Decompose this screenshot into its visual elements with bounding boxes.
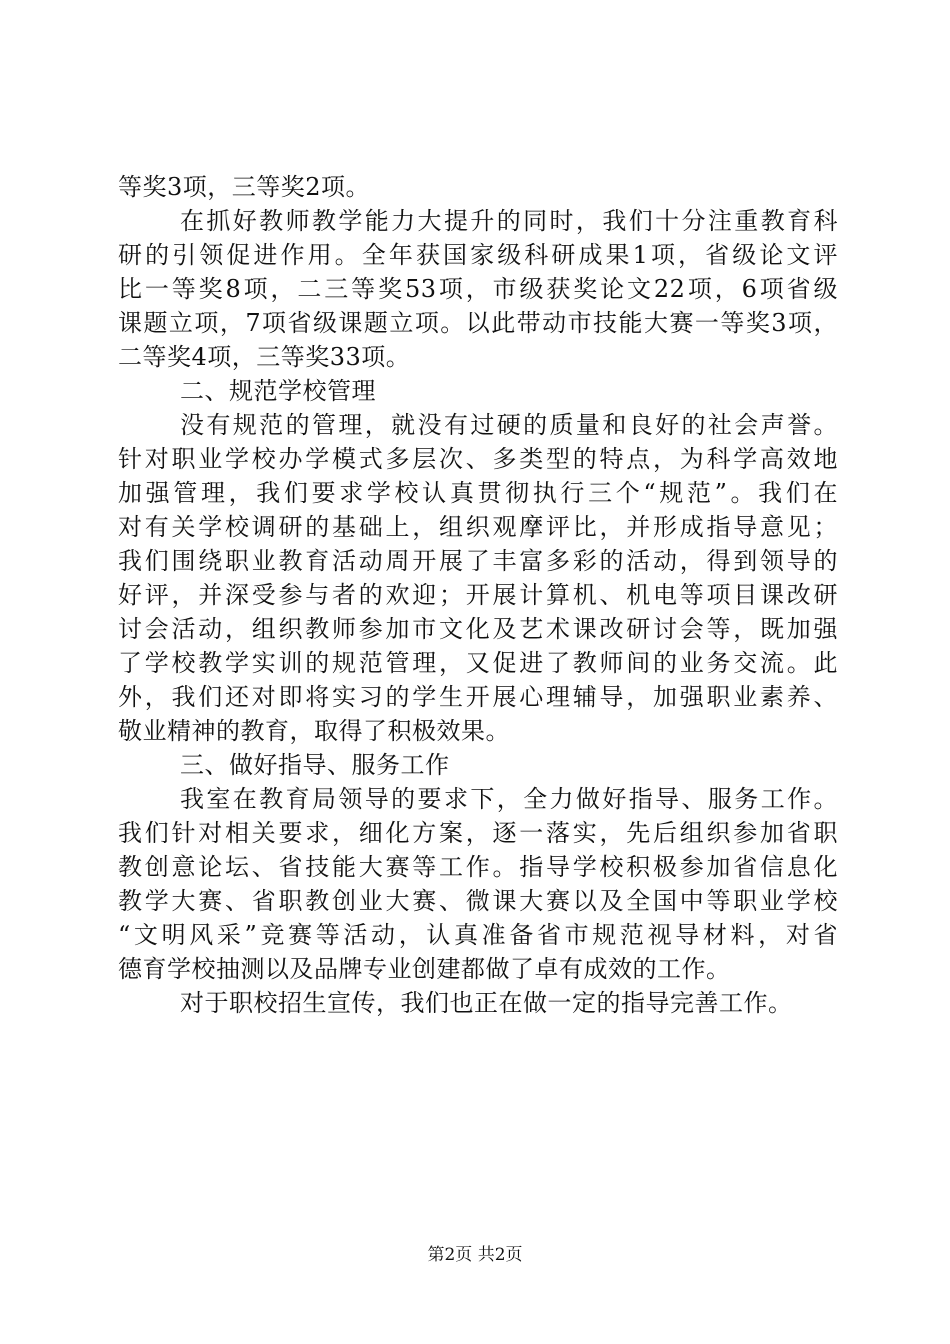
text-line: 我们围绕职业教育活动周开展了丰富多彩的活动，得到领导的 bbox=[118, 547, 838, 575]
paragraph bbox=[118, 170, 838, 204]
text-line: “文明风采”竞赛等活动，认真准备省市规范视导材料，对省 bbox=[118, 921, 838, 949]
text-line: 比一等奖8项，二三等奖53项，市级获奖论文22项，6项省级 bbox=[118, 275, 838, 303]
paragraph bbox=[118, 782, 838, 986]
text-line: 在抓好教师教学能力大提升的同时，我们十分注重教育科 bbox=[180, 207, 838, 235]
text-line: 二、规范学校管理 bbox=[180, 377, 376, 405]
text-line: 我室在教育局领导的要求下，全力做好指导、服务工作。 bbox=[180, 785, 838, 813]
paragraph bbox=[118, 986, 838, 1020]
text-line: 研的引领促进作用。全年获国家级科研成果1项，省级论文评 bbox=[118, 241, 838, 269]
text-line: 教学大赛、省职教创业大赛、微课大赛以及全国中等职业学校 bbox=[118, 887, 838, 915]
section-heading bbox=[118, 374, 838, 408]
text-line: 外，我们还对即将实习的学生开展心理辅导，加强职业素养、 bbox=[118, 683, 838, 711]
paragraph bbox=[118, 204, 838, 374]
paragraph bbox=[118, 408, 838, 748]
text-line: 等奖3项，三等奖2项。 bbox=[118, 173, 371, 201]
page-footer: 第2页 共2页 bbox=[427, 1245, 523, 1265]
text-line: 加强管理，我们要求学校认真贯彻执行三个“规范”。我们在 bbox=[118, 479, 838, 507]
text-line: 教创意论坛、省技能大赛等工作。指导学校积极参加省信息化 bbox=[118, 853, 838, 881]
text-line: 了学校教学实训的规范管理，又促进了教师间的业务交流。此 bbox=[118, 649, 838, 677]
text-line: 我们针对相关要求，细化方案，逐一落实，先后组织参加省职 bbox=[118, 819, 838, 847]
text-line: 好评，并深受参与者的欢迎；开展计算机、机电等项目课改研 bbox=[118, 581, 838, 609]
section-heading bbox=[118, 748, 838, 782]
text-line: 讨会活动，组织教师参加市文化及艺术课改研讨会等，既加强 bbox=[118, 615, 838, 643]
text-line: 德育学校抽测以及品牌专业创建都做了卓有成效的工作。 bbox=[118, 955, 731, 983]
text-line: 敬业精神的教育，取得了积极效果。 bbox=[118, 717, 510, 745]
text-line: 对有关学校调研的基础上，组织观摩评比，并形成指导意见； bbox=[118, 513, 838, 541]
text-line: 二等奖4项，三等奖33项。 bbox=[118, 343, 411, 371]
text-line: 对于职校招生宣传，我们也正在做一定的指导完善工作。 bbox=[180, 989, 793, 1017]
document-body bbox=[118, 170, 838, 1020]
text-line: 针对职业学校办学模式多层次、多类型的特点，为科学高效地 bbox=[118, 445, 838, 473]
text-line: 三、做好指导、服务工作 bbox=[180, 751, 450, 779]
text-line: 没有规范的管理，就没有过硬的质量和良好的社会声誉。 bbox=[180, 411, 838, 439]
text-line: 课题立项，7项省级课题立项。以此带动市技能大赛一等奖3项， bbox=[118, 309, 838, 337]
